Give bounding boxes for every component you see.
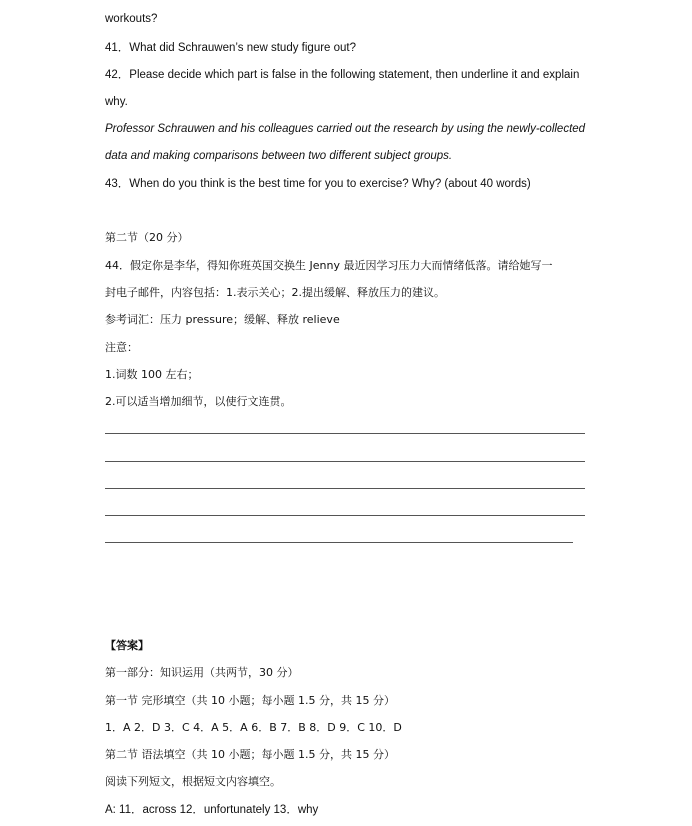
writing-answer-line (105, 433, 585, 434)
answer-section-2-instruction: 阅读下列短文，根据短文内容填空。 (105, 775, 281, 788)
vocabulary-hint: 参考词汇：压力 pressure；缓解、释放 relieve (105, 313, 340, 326)
question-44-line-1: 44．假定你是李华，得知你班英国交换生 Jenny 最近因学习压力大而情绪低落。请给她写一 (105, 259, 553, 272)
answer-section-1-key: 1．A 2．D 3．C 4．A 5．A 6．B 7．B 8．D 9．C 10．D (105, 721, 402, 734)
answer-header: 【答案】 (105, 639, 149, 652)
question-43: 43．When do you think is the best time for you to exercise? Why? (about 40 words) (105, 178, 531, 190)
note-title: 注意： (105, 341, 138, 354)
answer-part-1: 第一部分：知识运用（共两节，30 分） (105, 666, 299, 679)
answer-section-1: 第一节 完形填空（共 10 小题；每小题 1.5 分，共 15 分） (105, 694, 395, 707)
question-42-line-1: 42．Please decide which part is false in the following statement, then underline it and explain (105, 69, 580, 81)
writing-section-title: 第二节（20 分） (105, 231, 189, 244)
writing-answer-line (105, 515, 585, 516)
question-42-statement-line-1: Professor Schrauwen and his colleagues carried out the research by using the newly-collected (105, 123, 586, 135)
answer-section-2: 第二节 语法填空（共 10 小题；每小题 1.5 分，共 15 分） (105, 748, 395, 761)
writing-answer-line (105, 488, 585, 489)
question-41: 41．What did Schrauwen’s new study figure out? (105, 42, 357, 54)
question-44-line-2: 封电子邮件，内容包括：1.表示关心；2.提出缓解、释放压力的建议。 (105, 286, 445, 299)
note-2: 2.可以适当增加细节，以使行文连贯。 (105, 395, 292, 408)
writing-answer-line (105, 542, 573, 543)
question-42-line-2: why. (105, 96, 128, 108)
answer-section-2-key: A: 11．across 12．unfortunately 13．why (105, 804, 319, 816)
question-40-tail: workouts? (105, 13, 158, 25)
note-1: 1.词数 100 左右； (105, 368, 199, 381)
writing-answer-line (105, 461, 585, 462)
question-42-statement-line-2: data and making comparisons between two different subject groups. (105, 150, 453, 162)
